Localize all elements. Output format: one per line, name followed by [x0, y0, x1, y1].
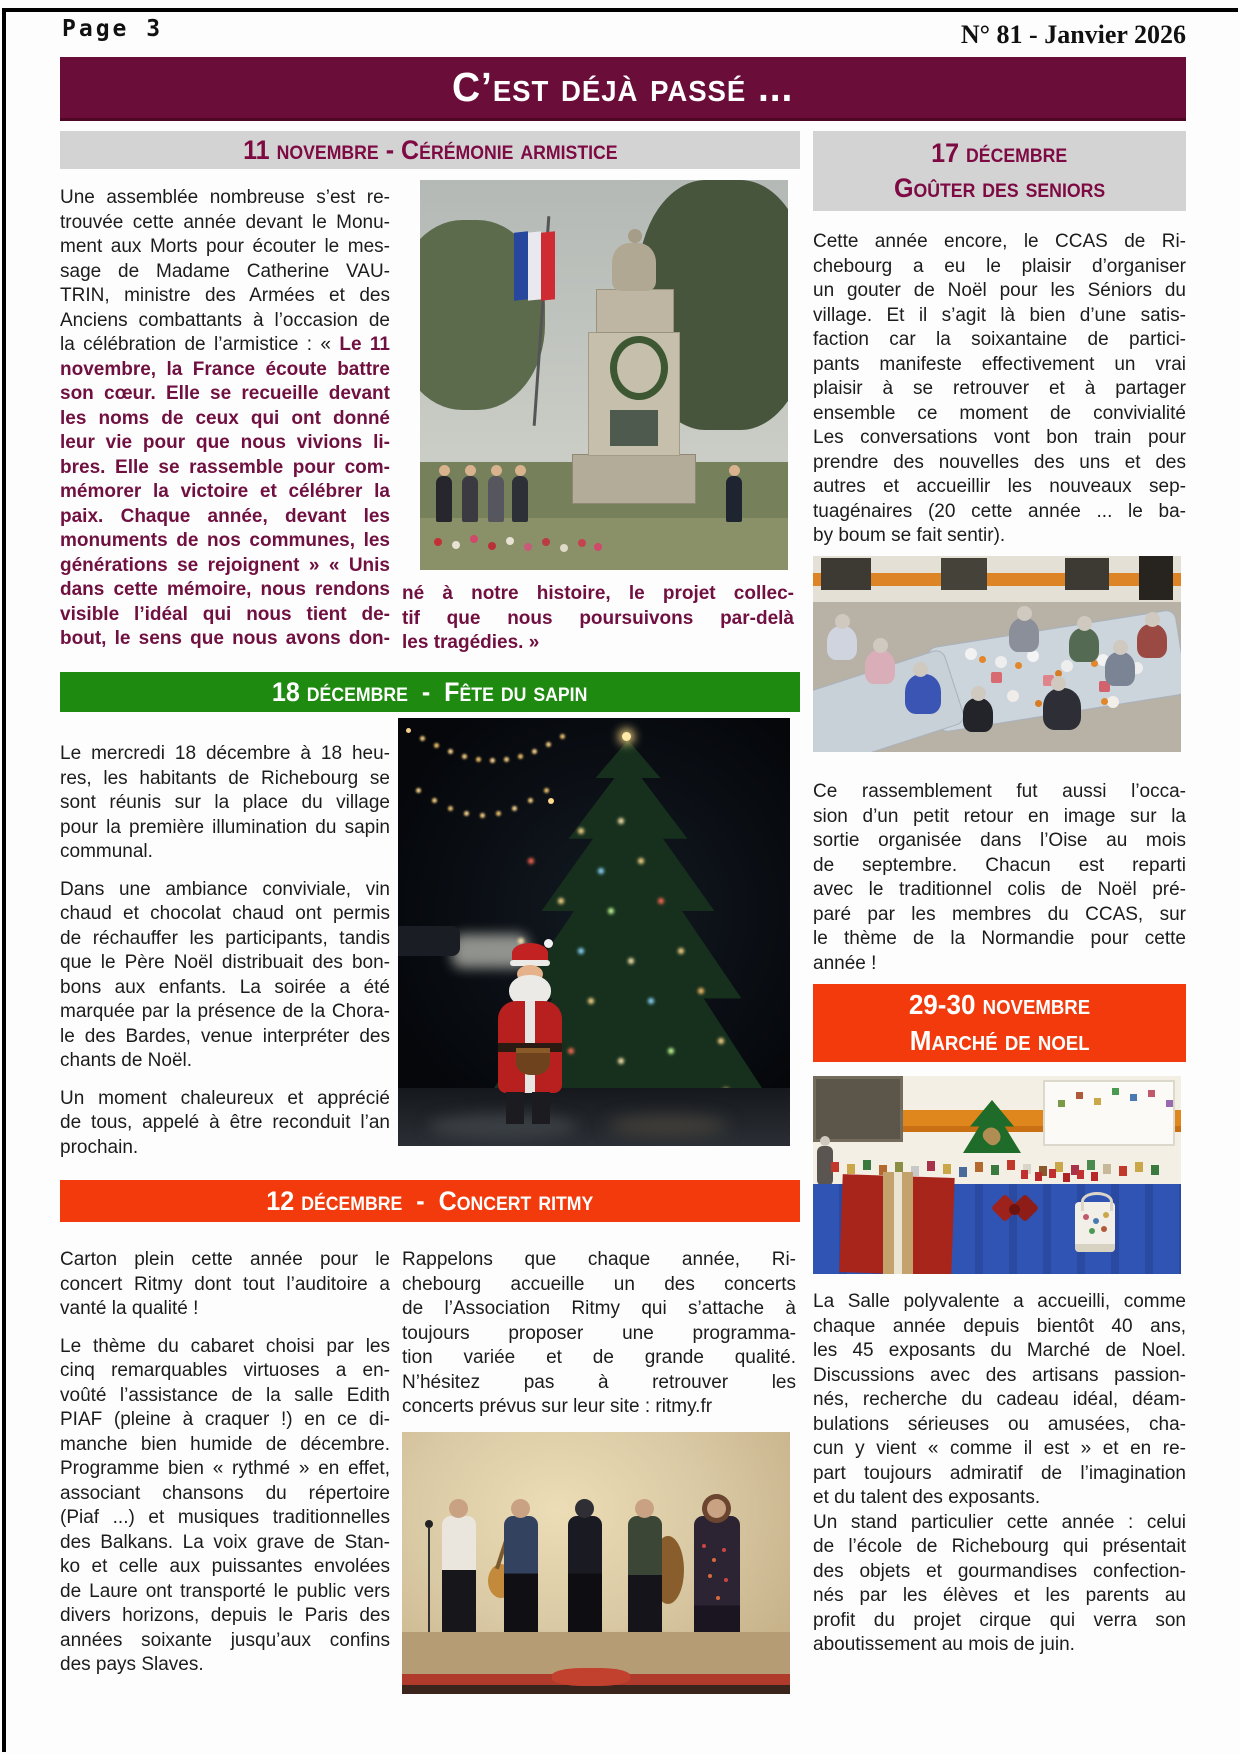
light-reflection [428, 1114, 578, 1140]
section-banner-sapin [60, 672, 800, 712]
section-banner-armistice-text: 11 novembre - Cérémonie armistice [242, 134, 618, 165]
armistice-ceremony-photo [420, 180, 788, 570]
burlap-runner [883, 1172, 913, 1274]
window [813, 1076, 903, 1142]
section-banner-marche [813, 984, 1186, 1062]
seated-senior [1043, 688, 1081, 730]
craft-artwork [1148, 1090, 1155, 1097]
section-banner-marche-line1: 29-30 novembre [908, 989, 1091, 1020]
attendee-silhouette [512, 476, 528, 522]
gouter-paragraph-2: Ce rassemblement fut aussi l’occa- sion d’un petit retour en image sur la sortie organisée dans l’Oise au mois de septembre. Chacun est reparti avec le traditionnel colis de Noël pré- paré par les membres du CCAS, sur le thème de la Normandie pour cette année ! [813, 781, 1186, 974]
performer [442, 1516, 476, 1644]
dress-pattern [702, 1544, 706, 1548]
plates [965, 648, 977, 660]
armistice-quote-continuation: né à notre histoire, le projet collec- tif que nous poursuivons par-delà les tragédies. » [402, 583, 794, 653]
seniors-party-photo [813, 556, 1181, 752]
page-number: Page 3 [62, 16, 164, 42]
window [821, 558, 871, 590]
santa-boot [506, 1092, 524, 1124]
performer-singer [694, 1516, 740, 1644]
seated-senior [905, 674, 941, 714]
seated-senior [865, 650, 895, 684]
section-banner-armistice [60, 131, 800, 169]
christmas-tree-photo [398, 718, 790, 1146]
french-flag [541, 231, 555, 300]
marche-text-column: La Salle polyvalente a accueilli, comme chaque année depuis bientôt 40 ans, les 45 exposants du Marché de Noel. Discussions avec des artisans passion- nés, recherche du cadeau idéal, déam- bulations sérieuses ou amusées, cha- cun y vient « comme il est » et en re- part toujours admiratif de l’imagination et du talent des exposants. Un stand particulier cette année : celui de l’école de Richebourg qui présentait des objets et gourmandises confection- nés par les élèves et les parents au profit du projet cirque qui verra son aboutissement au mois de juin. [813, 1291, 1186, 1655]
tree-lights [548, 798, 554, 804]
section-banner-gouter-line2: Goûter des seniors [893, 173, 1106, 203]
seated-senior [963, 698, 993, 732]
attendee-silhouette [488, 476, 504, 522]
seated-senior [1105, 652, 1135, 686]
ritmy-right-column: Rappelons que chaque année, Ri- chebourg accueille un des concerts de l’Association Ritmy qui s’attache à toujours proposer une programma- tion variée et de grande qualité. N’hésitez pas à retrouver les concerts prévus sur leur site : ritmy.fr [402, 1249, 796, 1417]
market-goods [831, 1162, 839, 1172]
memorial-wreath [610, 336, 668, 400]
memorial-plaque [610, 410, 658, 446]
issue-number: N° 81 - Janvier 2026 [960, 20, 1186, 49]
memorial-orb [628, 229, 642, 243]
french-flag [514, 231, 528, 300]
tree-top-light [622, 732, 631, 741]
page-left-border [2, 8, 6, 1752]
performer [628, 1516, 662, 1644]
napkins [991, 672, 1002, 683]
parked-car [398, 926, 460, 956]
section-banner-gouter [813, 131, 1186, 211]
page-top-border [2, 8, 1238, 12]
armistice-text-column: Une assemblée nombreuse s’est re- trouvée cette année devant le Monu- ment aux Morts pour écouter le mes- sage de Madame Catherine VAU- TRIN, ministre des Armées et des Anciens combattants à l’occasion de la célébration de l’armistice : « Le 11 novembre, la France écoute battre son cœur. Elle se recueille devant les noms de ceux qui ont donné leur vie pour que nous vivions li- bres. Elle se rassemble pour com- mémorer la victoire et célébrer la paix. Chaque année, devant les monuments de nos communes, les générations se rejoignent » « Unis dans cette mémoire, nous rendons visible l’idéal qui nous tient de- bout, le sens que nous avons don- [60, 187, 390, 649]
flower-bed [434, 538, 442, 546]
war-memorial-base [572, 454, 696, 504]
concert-photo [402, 1432, 790, 1694]
seated-senior [1069, 628, 1099, 662]
seated-senior [827, 626, 857, 660]
window [1065, 558, 1109, 590]
red-stage-cloth [552, 1668, 630, 1686]
french-flag [528, 231, 541, 300]
santa-candy-basket [516, 1048, 550, 1075]
seated-senior [1137, 624, 1167, 658]
santa-hat-pompom [544, 939, 553, 948]
lawn [420, 518, 788, 570]
performer [504, 1516, 538, 1644]
santa-figurines [1021, 1170, 1028, 1179]
memorial-sculpture [612, 243, 656, 291]
performer [568, 1516, 602, 1644]
attendee-silhouette [726, 476, 742, 522]
seated-senior [1009, 618, 1039, 652]
tote-bag [1075, 1202, 1115, 1252]
section-banner-marche-line2: Marché de noel [909, 1025, 1090, 1056]
main-title-text: C’est déjà passé ... [452, 64, 794, 110]
stage-front-dark [402, 1685, 790, 1694]
section-banner-ritmy-text: 12 décembre - Concert ritmy [266, 1185, 594, 1216]
santa-boot [532, 1092, 550, 1124]
section-banner-gouter-line1: 17 décembre [931, 138, 1068, 168]
war-memorial-top [596, 289, 674, 333]
gouter-paragraph-1: Cette année encore, le CCAS de Ri- chebourg a eu le plaisir d’organiser un gouter de Noël pour les Séniors du village. Et il s’agit là bien d’une satis- faction car la soixantaine de partici- pants manifeste effectivement un vrai plaisir à se retrouver et à partager ensemble ce moment de convivialité Les conversations vont bon train pour prendre des nouvelles des uns et des autres et accueillir les nouveaux sep- tuagénaires (20 cette année ... le ba- by boum se fait sentir). [813, 231, 1186, 546]
section-banner-ritmy [60, 1180, 800, 1222]
ritmy-left-column: Carton plein cette année pour le concert Ritmy dont tout l’auditoire a vanté la qualité ! Le thème du cabaret choisi par les cinq remarquables virtuoses a en- voûté l’assistance de la salle Edith PIAF (pleine à craquer !) en ce di- manche bien humide de décembre. Programme bien « rythmé » en effet, associant chansons du répertoire (Piaf ...) et musiques traditionnelles des Balkans. La voix grave de Stan- ko et celle aux puissantes envolées de Laure ont transporté le public vers divers horizons, depuis le Paris des années soixante jusqu’aux confins des pays Slaves. [60, 1249, 390, 1675]
string-lights [406, 728, 411, 733]
christmas-market-photo [813, 1076, 1181, 1274]
door [1139, 556, 1173, 600]
light-reflection [608, 1116, 728, 1136]
clementines [979, 656, 986, 663]
main-title-banner [60, 57, 1186, 121]
window [941, 558, 987, 590]
attendee-silhouette [436, 476, 452, 522]
display-board [1043, 1080, 1175, 1146]
section-banner-sapin-text: 18 décembre - Fête du sapin [272, 676, 588, 707]
microphone-stand [428, 1528, 430, 1636]
red-bow-knot [1009, 1204, 1020, 1215]
santa-figure [498, 1001, 562, 1093]
sapin-text-column: Le mercredi 18 décembre à 18 heu- res, les habitants de Richebourg se sont réunis sur la place du village pour la première illumination du sapin communal. Dans une ambiance conviviale, vin chaud et chocolat chaud ont permis de réchauffer les participants, tandis que le Père Noël distribuait des bon- bons aux enfants. La soirée a été marquée par la présence de la Chora- le des Bardes, venue interpréter des chants de Noël. Un moment chaleureux et apprécié de tous, appelé à être reconduit l’an prochain. [60, 743, 390, 1158]
attendee-silhouette [462, 476, 478, 522]
